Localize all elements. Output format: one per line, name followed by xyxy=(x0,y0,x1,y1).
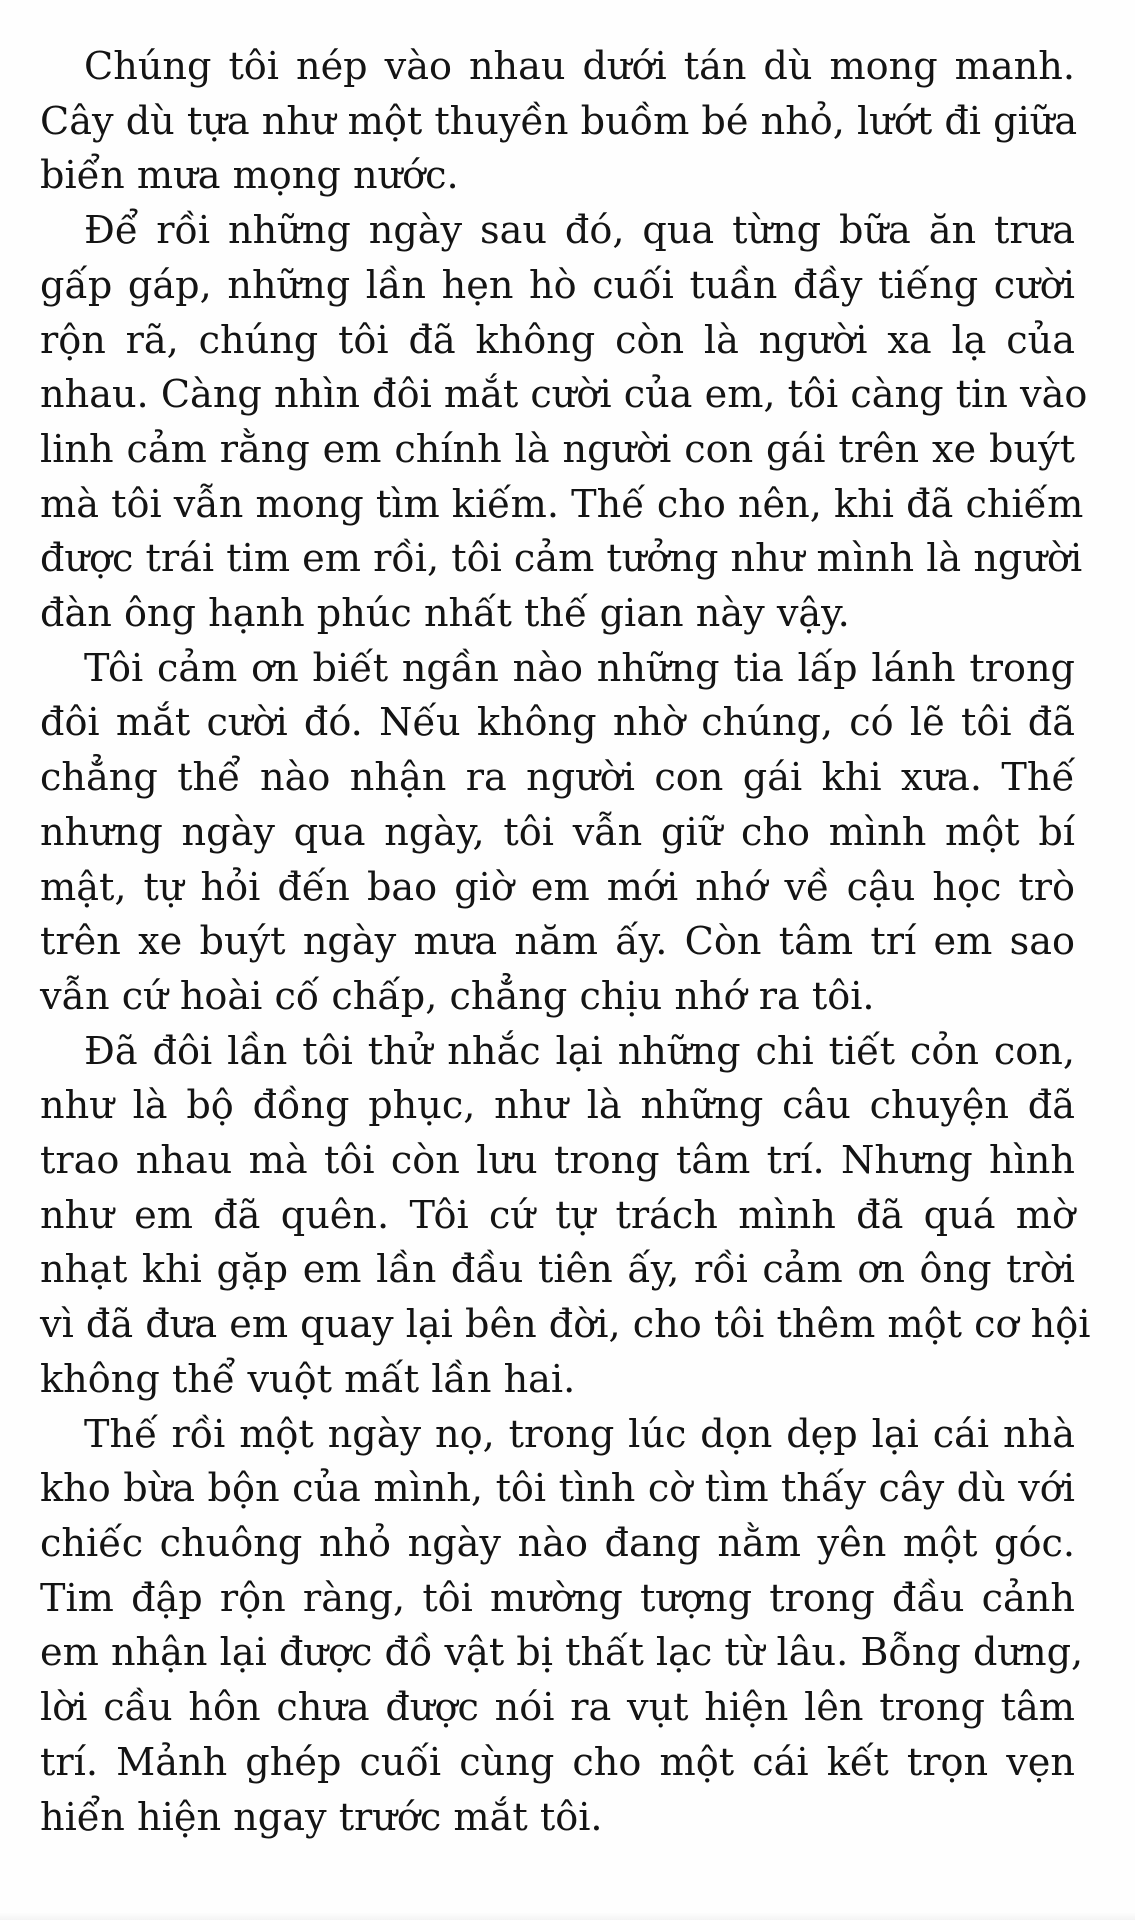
paragraph-2 xyxy=(40,204,1088,642)
text-line: hiển hiện ngay trước mắt tôi. xyxy=(40,1795,603,1840)
text-line: nhạt khi gặp em lần đầu tiên ấy, rồi cảm ơn ông trời xyxy=(40,1248,1075,1293)
text-line: Để rồi những ngày sau đó, qua từng bữa ăn trưa xyxy=(84,209,1075,254)
text-line: Chúng tôi nép vào nhau dưới tán dù mong manh. xyxy=(84,45,1075,89)
text-line: linh cảm rằng em chính là người con gái trên xe buýt xyxy=(40,427,1075,472)
text-line: trí. Mảnh ghép cuối cùng cho một cái kết trọn vẹn xyxy=(40,1740,1075,1785)
page-edge-shadow xyxy=(0,1912,1135,1920)
text-line: em nhận lại được đồ vật bị thất lạc từ lâu. Bỗng dưng, xyxy=(40,1631,1084,1676)
text-line: Tôi cảm ơn biết ngần nào những tia lấp lánh trong xyxy=(84,646,1075,691)
text-line: Cây dù tựa như một thuyền buồm bé nhỏ, lướt đi giữa xyxy=(40,99,1078,144)
text-line: Tim đập rộn ràng, tôi mường tượng trong đầu cảnh xyxy=(40,1576,1075,1621)
text-line: như em đã quên. Tôi cứ tự trách mình đã quá mờ xyxy=(40,1193,1075,1238)
text-line: nhau. Càng nhìn đôi mắt cười của em, tôi càng tin vào xyxy=(40,373,1088,418)
text-line: đàn ông hạnh phúc nhất thế gian này vậy. xyxy=(40,592,850,637)
text-line: kho bừa bộn của mình, tôi tình cờ tìm thấy cây dù với xyxy=(40,1467,1075,1512)
text-line: chẳng thể nào nhận ra người con gái khi xưa. Thế xyxy=(40,756,1075,801)
paragraph-5 xyxy=(40,1408,1084,1846)
text-line: biển mưa mọng nước. xyxy=(40,154,459,199)
text-line: mật, tự hỏi đến bao giờ em mới nhớ về cậu học trò xyxy=(40,865,1075,910)
text-line: rộn rã, chúng tôi đã không còn là người xa lạ của xyxy=(40,318,1075,363)
text-line: gấp gáp, những lần hẹn hò cuối tuần đầy tiếng cười xyxy=(40,263,1075,308)
text-line: lời cầu hôn chưa được nói ra vụt hiện lên trong tâm xyxy=(40,1686,1075,1731)
text-line: như là bộ đồng phục, như là những câu chuyện đã xyxy=(40,1084,1075,1129)
paragraph-3 xyxy=(40,642,1075,1025)
text-line: nhưng ngày qua ngày, tôi vẫn giữ cho mình một bí xyxy=(40,810,1075,855)
text-line: vẫn cứ hoài cố chấp, chẳng chịu nhớ ra tôi. xyxy=(40,974,875,1019)
paragraph-4 xyxy=(40,1025,1091,1408)
text-line: được trái tim em rồi, tôi cảm tưởng như mình là người xyxy=(40,537,1083,582)
text-line: mà tôi vẫn mong tìm kiếm. Thế cho nên, khi đã chiếm xyxy=(40,482,1084,527)
text-line: trên xe buýt ngày mưa năm ấy. Còn tâm trí em sao xyxy=(40,920,1075,965)
text-line: chiếc chuông nhỏ ngày nào đang nằm yên một góc. xyxy=(40,1521,1075,1566)
body-text xyxy=(40,40,1091,1845)
text-line: trao nhau mà tôi còn lưu trong tâm trí. Nhưng hình xyxy=(40,1139,1075,1184)
paragraph-1 xyxy=(40,40,1078,204)
text-line: Đã đôi lần tôi thử nhắc lại những chi tiết cỏn con, xyxy=(84,1029,1075,1074)
text-line: Thế rồi một ngày nọ, trong lúc dọn dẹp lại cái nhà xyxy=(84,1412,1075,1457)
text-line: vì đã đưa em quay lại bên đời, cho tôi thêm một cơ hội xyxy=(40,1303,1091,1348)
text-line: không thể vuột mất lần hai. xyxy=(40,1357,576,1402)
text-line: đôi mắt cười đó. Nếu không nhờ chúng, có lẽ tôi đã xyxy=(40,701,1075,746)
